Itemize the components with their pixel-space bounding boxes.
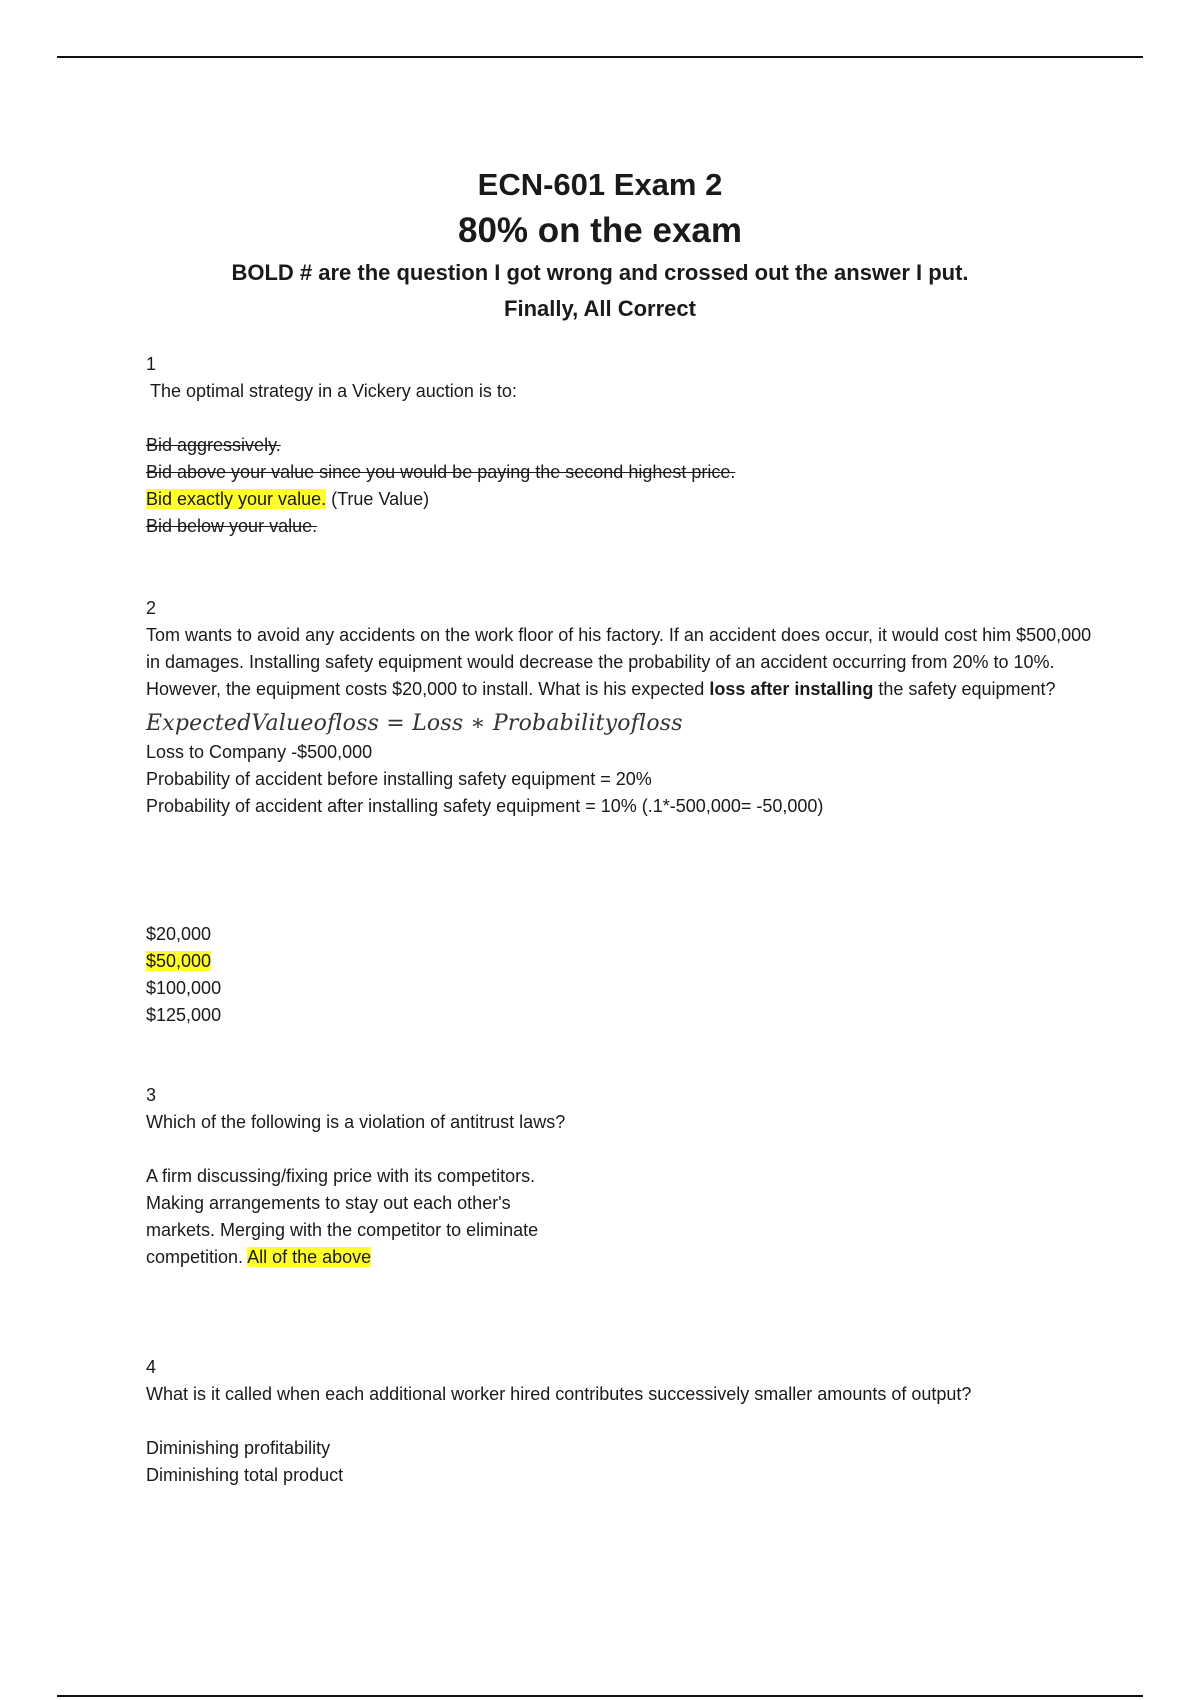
work-line-3: Probability of accident after installing safety equipment = 10% (.1*-500,000= -50,000): [146, 796, 824, 816]
question-number: 1: [146, 354, 157, 374]
question-2-options: [146, 921, 1106, 1029]
correct-answer-highlight: Bid exactly your value.: [146, 489, 327, 509]
expected-value-formula: ExpectedValueofloss = Loss ∗ Probabilityofloss: [146, 711, 683, 736]
question-emphasis: loss after installing: [709, 679, 874, 699]
work-line-1: Loss to Company -$500,000: [146, 742, 373, 762]
question-text: Tom wants to avoid any accidents on the work floor of his factory. If an accident does occur, it would cost him $500,000 in damages. Installing safety equipment would decrease the probability of an accident occurring from 20% to 10%. However, the equipment costs $20,000 to install. What is his expected loss after installing the safety equipment?: [146, 625, 1092, 699]
option-line-1: A firm discussing/fixing price with its competitors.: [146, 1166, 536, 1186]
option-a: $20,000: [146, 924, 212, 944]
document-header: [0, 163, 1200, 327]
exam-note: BOLD # are the question I got wrong and crossed out the answer I put.: [231, 260, 969, 285]
work-line-2: Probability of accident before installing safety equipment = 20%: [146, 769, 652, 789]
question-number: 3: [146, 1085, 157, 1105]
exam-status: Finally, All Correct: [504, 296, 696, 321]
option-b: Diminishing total product: [146, 1465, 344, 1485]
question-text: What is it called when each additional worker hired contributes successively smaller amounts of output?: [146, 1384, 972, 1404]
correct-answer-highlight: All of the above: [247, 1247, 372, 1267]
question-text: The optimal strategy in a Vickery auction is to:: [150, 381, 517, 401]
question-4: [146, 1354, 1106, 1489]
answer-note: (True Value): [331, 489, 430, 509]
option-c: $100,000: [146, 978, 222, 998]
option-a: Diminishing profitability: [146, 1438, 331, 1458]
option-a-crossed: Bid aggressively.: [146, 435, 281, 455]
question-1: [146, 351, 1106, 540]
option-line-2: Making arrangements to stay out each other's: [146, 1193, 511, 1213]
option-line-4: competition.: [146, 1247, 244, 1267]
option-b-crossed: Bid above your value since you would be paying the second highest price.: [146, 462, 736, 482]
question-number: 2: [146, 598, 157, 618]
top-rule: [57, 56, 1143, 58]
question-number: 4: [146, 1357, 157, 1377]
correct-answer-highlight: $50,000: [146, 951, 212, 971]
question-3: [146, 1082, 1106, 1271]
option-line-3: markets. Merging with the competitor to eliminate: [146, 1220, 539, 1240]
exam-score: 80% on the exam: [458, 211, 742, 250]
bottom-rule: [57, 1695, 1143, 1697]
option-c-correct: [146, 486, 1106, 513]
question-text: Which of the following is a violation of antitrust laws?: [146, 1112, 566, 1132]
question-2: [146, 595, 1106, 820]
exam-title: ECN-601 Exam 2: [477, 167, 723, 202]
option-d-crossed: Bid below your value.: [146, 516, 318, 536]
option-d: $125,000: [146, 1005, 222, 1025]
